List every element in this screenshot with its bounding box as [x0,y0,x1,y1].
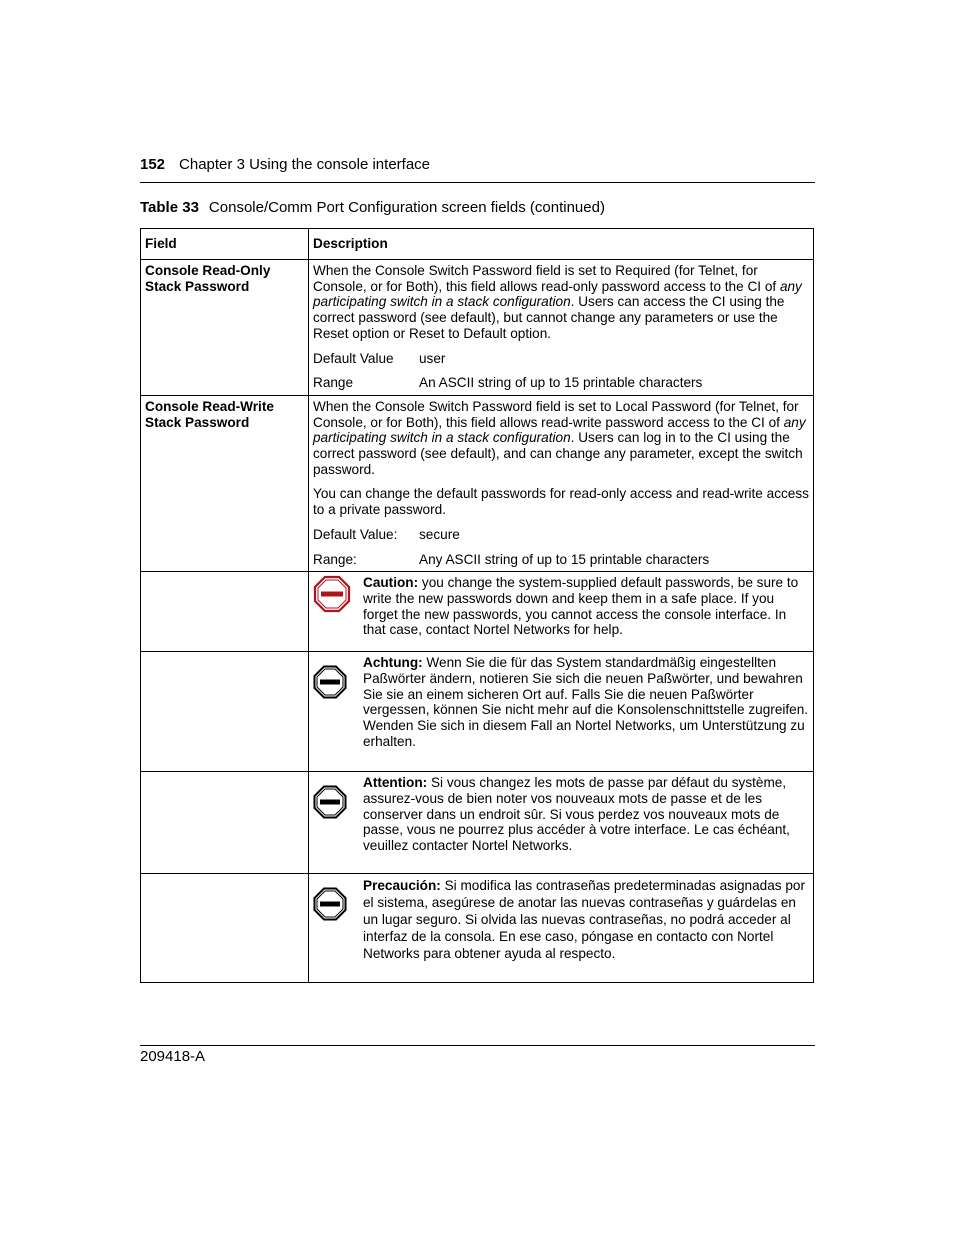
document-number: 209418-A [140,1048,206,1065]
stop-sign-icon [313,655,363,749]
field-name [141,260,309,396]
default-value-line [313,351,809,367]
field-name-line: Stack Password [145,278,250,294]
range-value: Any ASCII string of up to 15 printable characters [419,551,710,567]
notice-cell [309,772,814,874]
table-row [141,652,814,772]
stop-sign-icon [313,877,363,962]
notice-label: Caution: [363,575,419,591]
notice-text [363,877,809,962]
table-row [141,572,814,652]
notice-text [363,655,809,749]
table-row [141,874,814,983]
description-text: . Users can log in to the CI using the correct password (see default), and can change any parameter, except the switch password. [313,430,803,477]
notice-cell [309,652,814,772]
description-text: When the Console Switch Password field is set to Local Password (for Telnet, for Console, or for Both), this field allows read-write password access to the CI of [313,398,799,430]
default-value-line [313,527,809,543]
empty-field-cell [141,652,309,772]
field-description [309,260,814,396]
page-number: 152 [140,156,166,173]
field-name-line: Stack Password [145,414,250,430]
table-label: Table 33 [140,199,199,216]
field-name [141,395,309,571]
notice-body: Si modifica las contraseñas predeterminadas asignadas por el sistema, asegúrese de anotar las nuevas contraseñas y guárdelas en un lugar seguro. Si olvida las nuevas contraseñas, no podrá acceder al interfaz de la consola. En ese caso, póngase en contacto con Nortel Networks para obtener ayuda al respecto. [363,878,806,962]
chapter-title: Chapter 3 Using the console interface [179,156,431,173]
header-rule [140,182,815,183]
table-row [141,395,814,571]
notice-label: Achtung: [363,655,423,671]
notice-cell [309,874,814,983]
achtung-notice [313,655,809,749]
description-paragraph [313,399,809,478]
range-line [313,552,809,568]
table-caption [140,199,605,216]
attention-notice [313,775,809,854]
range-label: Range [313,375,354,391]
table-title: Console/Comm Port Configuration screen fields (continued) [208,199,605,216]
empty-field-cell [141,572,309,652]
notice-body: Wenn Sie die für das System standardmäßig eingestellten Paßwörter ändern, notieren Sie sich die neuen Paßwörter, und bewahren Sie sie an einem sicheren Ort auf. Falls Sie die neuen Paßwörter vergessen, können Sie nicht mehr auf die Konsolenschnittstelle zugreifen. Wenden Sie sich in diesem Fall an Nortel Networks, um Unterstützung zu erhalten. [363,655,809,749]
default-value: user [419,350,446,366]
description-paragraph [313,263,809,342]
notice-text [363,775,809,854]
description-text: When the Console Switch Password field is set to Required (for Telnet, for Console, or for Both), this field allows read-only password access to the CI of [313,263,780,294]
notice-body: you change the system-supplied default passwords, be sure to write the new passwords down and keep them in a safe place. If you forget the new passwords, you cannot access the console interface. In that case, contact Nortel Networks for help. [363,575,799,638]
table-row [141,772,814,874]
field-name-line: Console Read-Only [145,263,271,278]
empty-field-cell [141,772,309,874]
default-value-label: Default Value: [313,526,398,542]
range-line [313,375,809,391]
notice-cell [309,572,814,652]
notice-label: Attention: [363,775,428,791]
description-emphasis: any participating switch in a stack configuration [313,414,806,446]
caution-notice [313,575,809,638]
field-name-line: Console Read-Write [145,398,274,414]
notice-label: Precaución: [363,878,441,894]
notice-text [363,575,809,638]
default-value: secure [419,526,460,542]
table-header-row [141,229,814,260]
fields-table [140,228,814,983]
field-description [309,395,814,571]
description-paragraph: You can change the default passwords for read-only access and read-write access to a private password. [313,486,809,518]
stop-sign-red-icon [313,575,363,638]
precaucion-notice [313,877,809,962]
table-row [141,260,814,396]
range-value: An ASCII string of up to 15 printable characters [419,375,703,391]
footer-rule [140,1045,815,1046]
default-value-label: Default Value [313,350,394,366]
running-header [140,156,815,173]
notice-body: Si vous changez les mots de passe par défaut du système, assurez-vous de bien noter vos nouveaux mots de passe et de les conserver dans un endroit sûr. Si vous perdez vos nouveaux mots de passe, vous ne pourrez plus accéder à votre interface. Le cas échéant, veuillez contacter Nortel Networks. [363,775,790,854]
empty-field-cell [141,874,309,983]
description-emphasis: any participating switch in a stack configuration [313,278,802,310]
description-text: . Users can access the CI using the correct password (see default), but cannot change any parameters or use the Reset option or Reset to Default option. [313,294,785,341]
stop-sign-icon [313,775,363,854]
column-header-field: Field [141,229,309,260]
column-header-description: Description [309,229,814,260]
range-label: Range: [313,551,357,567]
